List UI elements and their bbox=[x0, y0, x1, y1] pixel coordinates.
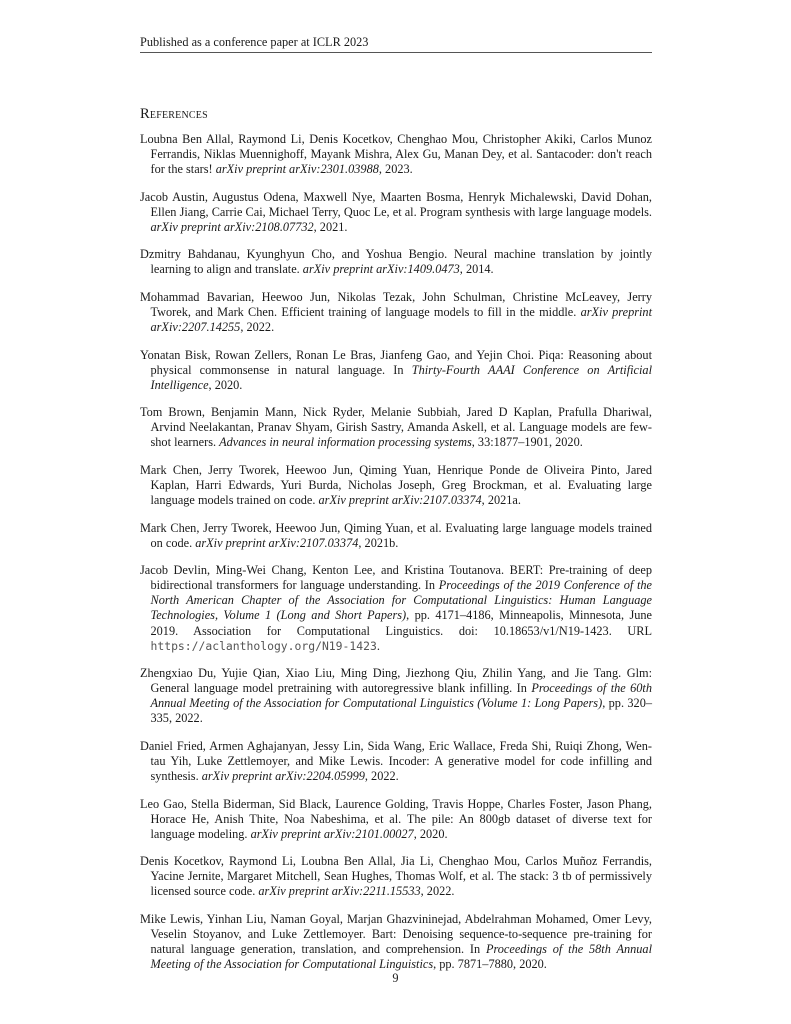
reference-entry bbox=[140, 797, 652, 842]
reference-venue: Proceedings of the 2019 Conference of the North American Chapter of the Association for Computational Linguistics: Human Language Technologies, Volume 1 (Long and Short Papers) bbox=[150, 578, 652, 623]
reference-venue: arXiv preprint arXiv:2107.03374 bbox=[318, 493, 482, 508]
reference-venue: arXiv preprint arXiv:2204.05999 bbox=[201, 769, 365, 784]
page-number: 9 bbox=[392, 971, 399, 985]
reference-text: Mohammad Bavarian, Heewoo Jun, Nikolas Tezak, John Schulman, Christine McLeavey, Jerry Tworek, and Mark Chen. Efficient training of language models to fill in the middle. bbox=[140, 289, 652, 320]
reference-text: , 2022. bbox=[240, 320, 275, 335]
reference-venue: Proceedings of the 60th Annual Meeting of the Association for Computational Linguistics (Volume 1: Long Papers) bbox=[150, 681, 652, 711]
reference-entry bbox=[140, 132, 652, 177]
reference-venue: arXiv preprint arXiv:2207.14255 bbox=[150, 305, 652, 335]
reference-text: Daniel Fried, Armen Aghajanyan, Jessy Lin, Sida Wang, Eric Wallace, Freda Shi, Ruiqi Zhong, Wen-tau Yih, Luke Zettlemoyer, and Mike Lewis. Incoder: A generative model for code infilling and synthesis. bbox=[140, 738, 652, 784]
section-title: References bbox=[140, 106, 208, 122]
reference-venue: Advances in neural information processing systems bbox=[219, 435, 472, 450]
reference-text: . bbox=[376, 638, 380, 653]
reference-text: , 2020. bbox=[208, 377, 243, 392]
reference-entry bbox=[140, 563, 652, 654]
reference-text: , 2014. bbox=[459, 262, 494, 277]
reference-text: Dzmitry Bahdanau, Kyunghyun Cho, and Yoshua Bengio. Neural machine translation by jointly learning to align and translate. bbox=[140, 247, 652, 277]
reference-text: Leo Gao, Stella Biderman, Sid Black, Laurence Golding, Travis Hoppe, Charles Foster, Jason Phang, Horace He, Anish Thite, Noa Nabeshima, et al. The pile: An 800gb dataset of diverse text for language modeling. bbox=[140, 796, 652, 841]
reference-entry bbox=[140, 912, 652, 972]
reference-text: , 2021a. bbox=[481, 493, 521, 508]
reference-text: , pp. 320–335, 2022. bbox=[150, 696, 652, 726]
reference-venue: arXiv preprint arXiv:1409.0473 bbox=[302, 262, 460, 277]
reference-venue: Proceedings of the 58th Annual Meeting of the Association for Computational Linguistics bbox=[150, 942, 652, 972]
reference-text: Loubna Ben Allal, Raymond Li, Denis Kocetkov, Chenghao Mou, Christopher Akiki, Carlos Munoz Ferrandis, Niklas Muennighoff, Mayank Mishra, Alex Gu, Manan Dey, et al. Santacoder: don't reach for the stars! bbox=[140, 132, 652, 177]
reference-entry bbox=[140, 666, 652, 726]
reference-text: Zhengxiao Du, Yujie Qian, Xiao Liu, Ming Ding, Jiezhong Qiu, Zhilin Yang, and Jie Tang. Glm: General language model pretraining with autoregressive blank infilling. In bbox=[140, 666, 652, 696]
reference-entry bbox=[140, 247, 652, 277]
reference-entry bbox=[140, 463, 652, 508]
reference-venue: arXiv preprint arXiv:2107.03374 bbox=[195, 535, 359, 550]
reference-venue: arXiv preprint arXiv:2301.03988 bbox=[215, 162, 379, 177]
reference-venue: arXiv preprint arXiv:2211.15533 bbox=[258, 884, 421, 899]
reference-text: , pp. 7871–7880, 2020. bbox=[433, 957, 547, 972]
reference-entry bbox=[140, 521, 652, 551]
reference-text: Mike Lewis, Yinhan Liu, Naman Goyal, Marjan Ghazvininejad, Abdelrahman Mohamed, Omer Levy, Veselin Stoyanov, and Luke Zettlemoyer. Bart: Denoising sequence-to-sequence pre-training for natural language generation, translation, and comprehension. In bbox=[140, 911, 652, 957]
reference-text: Yonatan Bisk, Rowan Zellers, Ronan Le Bras, Jianfeng Gao, and Yejin Choi. Piqa: Reasoning about physical commonsense in natural language. In bbox=[140, 347, 652, 377]
reference-venue: arXiv preprint arXiv:2108.07732 bbox=[150, 219, 314, 234]
reference-text: , 2021b. bbox=[358, 535, 399, 550]
reference-text: Denis Kocetkov, Raymond Li, Loubna Ben Allal, Jia Li, Chenghao Mou, Carlos Muñoz Ferrandis, Yacine Jernite, Margaret Mitchell, Sean Hughes, Thomas Wolf, et al. The stack: 3 tb of permissively licensed source code. bbox=[140, 854, 652, 899]
reference-entry bbox=[140, 739, 652, 784]
reference-text: , 2021. bbox=[313, 219, 348, 234]
reference-list bbox=[140, 132, 652, 985]
reference-text: Jacob Austin, Augustus Odena, Maxwell Nye, Maarten Bosma, Henryk Michalewski, David Dohan, Ellen Jiang, Carrie Cai, Michael Terry, Quoc Le, et al. Program synthesis with large language models. bbox=[140, 189, 652, 219]
reference-entry bbox=[140, 190, 652, 235]
reference-text: Tom Brown, Benjamin Mann, Nick Ryder, Melanie Subbiah, Jared D Kaplan, Prafulla Dhariwal, Arvind Neelakantan, Pranav Shyam, Girish Sastry, Amanda Askell, et al. Language models are few-shot learners. bbox=[140, 405, 652, 450]
reference-venue: arXiv preprint arXiv:2101.00027 bbox=[250, 826, 414, 841]
reference-venue: Thirty-Fourth AAAI Conference on Artificial Intelligence bbox=[150, 362, 652, 392]
reference-text: Mark Chen, Jerry Tworek, Heewoo Jun, Qiming Yuan, Henrique Ponde de Oliveira Pinto, Jared Kaplan, Harri Edwards, Yuri Burda, Nicholas Joseph, Greg Brockman, et al. Evaluating large language models trained on code. bbox=[140, 462, 652, 508]
reference-entry bbox=[140, 405, 652, 450]
reference-text: , pp. 4171–4186, Minneapolis, Minnesota, June 2019. Association for Computational Linguistics. doi: 10.18653/v1/N19-1423. URL bbox=[150, 608, 652, 638]
reference-text: Jacob Devlin, Ming-Wei Chang, Kenton Lee, and Kristina Toutanova. BERT: Pre-training of deep bidirectional transformers for language understanding. In bbox=[140, 563, 652, 593]
reference-text: , 2022. bbox=[364, 769, 399, 784]
reference-entry bbox=[140, 290, 652, 335]
reference-text: , 33:1877–1901, 2020. bbox=[471, 435, 583, 450]
reference-url-link[interactable]: https://aclanthology.org/N19-1423 bbox=[150, 638, 377, 653]
reference-entry bbox=[140, 854, 652, 899]
reference-text: Mark Chen, Jerry Tworek, Heewoo Jun, Qiming Yuan, et al. Evaluating large language models trained on code. bbox=[140, 520, 652, 550]
reference-text: , 2022. bbox=[420, 884, 455, 899]
reference-entry bbox=[140, 348, 652, 393]
running-header: Published as a conference paper at ICLR 2023 bbox=[140, 35, 652, 53]
reference-text: , 2020. bbox=[413, 826, 448, 841]
reference-text: , 2023. bbox=[378, 162, 413, 177]
